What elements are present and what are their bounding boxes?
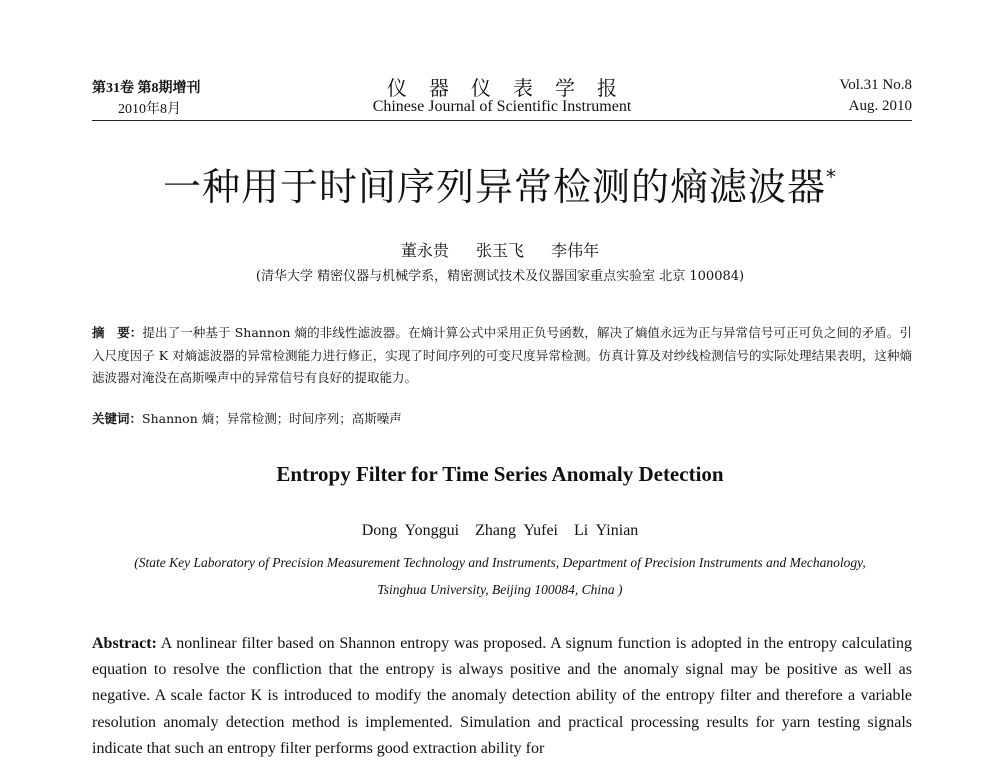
running-header xyxy=(92,74,912,121)
abstract-en-label: Abstract: xyxy=(92,635,157,652)
paper-title-en: Entropy Filter for Time Series Anomaly Detection xyxy=(276,462,724,486)
authors-cn: 董永贵 张玉飞 李伟年 xyxy=(400,241,600,260)
abstract-en-text: A nonlinear filter based on Shannon entropy was proposed. A signum function is adopted in the entropy calculating equation to resolve the confliction that the entropy is always positive and the anomaly signal may be positive as well as negative. A scale factor K is introduced to modify the anomaly detection ability of the entropy filter and therefore a variable resolution anomaly detection method is implemented. Simulation and practical processing results for yarn testing signals indicate that such an entropy filter performs good extraction ability for xyxy=(92,635,912,757)
volume-issue-cn: 第31卷 第8期增刊 xyxy=(92,81,201,96)
journal-name-en: Chinese Journal of Scientific Instrument xyxy=(372,98,632,115)
volume-issue-en: Vol.31 No.8 xyxy=(839,77,912,93)
author-name: Li Yinian xyxy=(574,522,639,539)
journal-name-cn: 仪器仪表学报 xyxy=(387,76,639,100)
authors-en xyxy=(0,522,1000,540)
affiliation-cn: (清华大学 精密仪器与机械学系，精密测试技术及仪器国家重点实验室 北京 100084) xyxy=(255,269,745,284)
title-footnote-mark: * xyxy=(826,165,837,189)
keywords-cn-label: 关键词： xyxy=(92,411,143,426)
keywords-cn-text: Shannon 熵；异常检测；时间序列；高斯噪声 xyxy=(142,411,402,426)
paper-title-cn xyxy=(0,156,1000,211)
abstract-cn xyxy=(92,322,912,390)
affiliation-en: (State Key Laboratory of Precision Measurement Technology and Instruments, Department of Precision Instruments and Mechanology, Tsinghua University, Beijing 100084, China ) xyxy=(134,555,866,597)
abstract-en xyxy=(92,631,912,760)
author-name: Dong Yonggui xyxy=(361,522,460,539)
author-name: Zhang Yufei xyxy=(475,522,558,539)
paper-title-cn-text: 一种用于时间序列异常检测的熵滤波器 xyxy=(162,165,826,209)
keywords-cn xyxy=(92,409,912,427)
abstract-cn-text: 提出了一种基于 Shannon 熵的非线性滤波器。在熵计算公式中采用正负号函数，解决了熵值永远为正与异常信号可正可负之间的矛盾。引入尺度因子 K 对熵滤波器的异常检测能力进行修正，实现了时间序列的可变尺度异常检测。仿真计算及对纱线检测信号的实际处理结果表明，这种熵滤波器对淹没在高斯噪声中的异常信号有良好的提取能力。 xyxy=(92,325,912,385)
abstract-cn-label: 摘 要： xyxy=(92,325,143,340)
date-en: Aug. 2010 xyxy=(848,98,912,114)
date-cn: 2010年8月 xyxy=(118,102,181,117)
